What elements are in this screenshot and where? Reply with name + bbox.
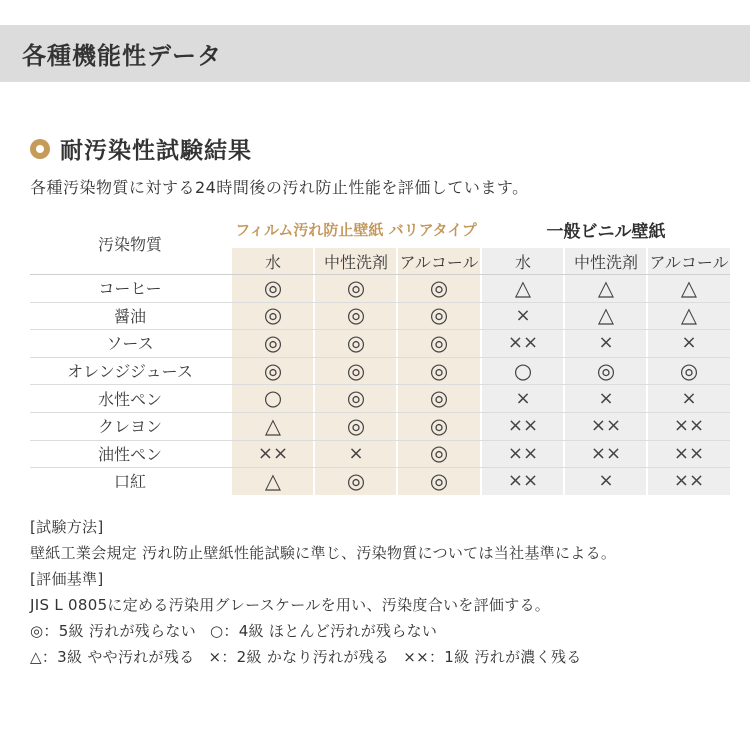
rating-cell: ◎ — [263, 303, 283, 328]
column-header: 水 — [514, 252, 531, 272]
film-group-header: フィルム汚れ防止壁紙 バリアタイプ — [235, 220, 477, 239]
rating-cell: ×× — [673, 442, 705, 464]
rating-cell: ◎ — [429, 413, 449, 438]
legend-item: ××：1級 汚れが濃く残る — [403, 648, 582, 666]
rating-cell: ◎ — [429, 275, 449, 300]
method-label: [試験方法] — [30, 518, 104, 536]
column-header: 水 — [264, 252, 281, 272]
rating-cell: △ — [514, 275, 532, 300]
table-row-label: ソース — [106, 334, 154, 354]
rating-cell: ×× — [590, 442, 622, 464]
rating-cell: △ — [680, 303, 698, 328]
rating-cell: ◎ — [429, 303, 449, 328]
rating-cell: ◎ — [429, 468, 449, 493]
table-row-label: オレンジジュース — [67, 362, 193, 382]
rating-cell: ◎ — [429, 330, 449, 355]
rating-cell: △ — [680, 275, 698, 300]
rating-cell: ×× — [590, 415, 622, 437]
rating-cell: ◎ — [346, 468, 366, 493]
criteria-text: JIS L 0805に定める汚染用グレースケールを用い、汚染度合いを評価する。 — [30, 596, 551, 614]
rating-cell: ◎ — [679, 358, 699, 383]
column-header: 中性洗剤 — [573, 252, 638, 272]
column-header: 中性洗剤 — [323, 252, 388, 272]
rating-cell: ×× — [673, 470, 705, 492]
rating-cell: × — [348, 442, 364, 464]
rating-cell: ×× — [507, 415, 539, 437]
rating-cell: ◎ — [429, 441, 449, 466]
legend-item: △：3級 やや汚れが残る — [30, 648, 195, 666]
intro-text: 各種汚染物質に対する24時間後の汚れ防止性能を評価しています。 — [30, 178, 529, 197]
method-text: 壁紙工業会規定 汚れ防止壁紙性能試験に準じ、汚染物質については当社基準による。 — [30, 544, 617, 562]
rating-cell: ◎ — [346, 330, 366, 355]
rating-cell: △ — [264, 413, 282, 438]
legend-item: ◎：5級 汚れが残らない — [30, 622, 197, 640]
rating-cell: × — [598, 470, 614, 492]
row-header-label: 汚染物質 — [97, 234, 162, 254]
rating-cell: △ — [264, 468, 282, 493]
rating-cell: ◎ — [346, 303, 366, 328]
legend-item: ×：2級 かなり汚れが残る — [208, 648, 390, 666]
rating-cell: △ — [597, 303, 615, 328]
stain-resistance-table — [30, 212, 730, 495]
legend-line-1 — [30, 618, 616, 644]
rating-cell: × — [681, 387, 697, 409]
rating-cell: ◎ — [346, 386, 366, 411]
legend-line-2 — [30, 644, 616, 670]
legend-item: ○：4級 ほとんど汚れが残らない — [210, 622, 438, 640]
table-row-label: 水性ペン — [97, 389, 162, 409]
rating-cell: ◎ — [346, 413, 366, 438]
section-title: 耐汚染性試験結果 — [60, 138, 252, 164]
rating-cell: × — [598, 387, 614, 409]
rating-cell: △ — [597, 275, 615, 300]
rating-cell: ◎ — [429, 386, 449, 411]
table-row-label: 油性ペン — [97, 444, 162, 464]
column-header: アルコール — [399, 252, 479, 272]
rating-cell: ○ — [513, 358, 533, 383]
table-row-label: 口紅 — [113, 472, 146, 492]
rating-cell: ◎ — [263, 275, 283, 300]
table-row-label: クレヨン — [97, 417, 162, 437]
notes — [30, 514, 616, 670]
header-band — [0, 25, 750, 82]
rating-cell: ◎ — [596, 358, 616, 383]
rating-cell: × — [598, 332, 614, 354]
criteria-label: [評価基準] — [30, 570, 104, 588]
rating-cell: × — [681, 332, 697, 354]
column-header: アルコール — [649, 252, 729, 272]
rating-cell: ◎ — [263, 330, 283, 355]
rating-cell: ×× — [507, 442, 539, 464]
rating-cell: ×× — [673, 415, 705, 437]
circle-bullet-icon — [30, 139, 50, 159]
table-row-label: 醤油 — [113, 306, 146, 326]
rating-cell: ×× — [507, 332, 539, 354]
rating-cell: × — [515, 387, 531, 409]
rating-cell: × — [515, 304, 531, 326]
rating-cell: ×× — [507, 470, 539, 492]
rating-cell: ×× — [257, 442, 289, 464]
table-row-label: コーヒー — [98, 279, 162, 299]
rating-cell: ◎ — [346, 358, 366, 383]
rating-cell: ○ — [263, 386, 283, 411]
rating-cell: ◎ — [429, 358, 449, 383]
rating-cell: ◎ — [263, 358, 283, 383]
vinyl-group-header: 一般ビニル壁紙 — [546, 221, 666, 242]
section-heading — [30, 132, 252, 165]
page-title: 各種機能性データ — [22, 42, 222, 70]
rating-cell: ◎ — [346, 275, 366, 300]
